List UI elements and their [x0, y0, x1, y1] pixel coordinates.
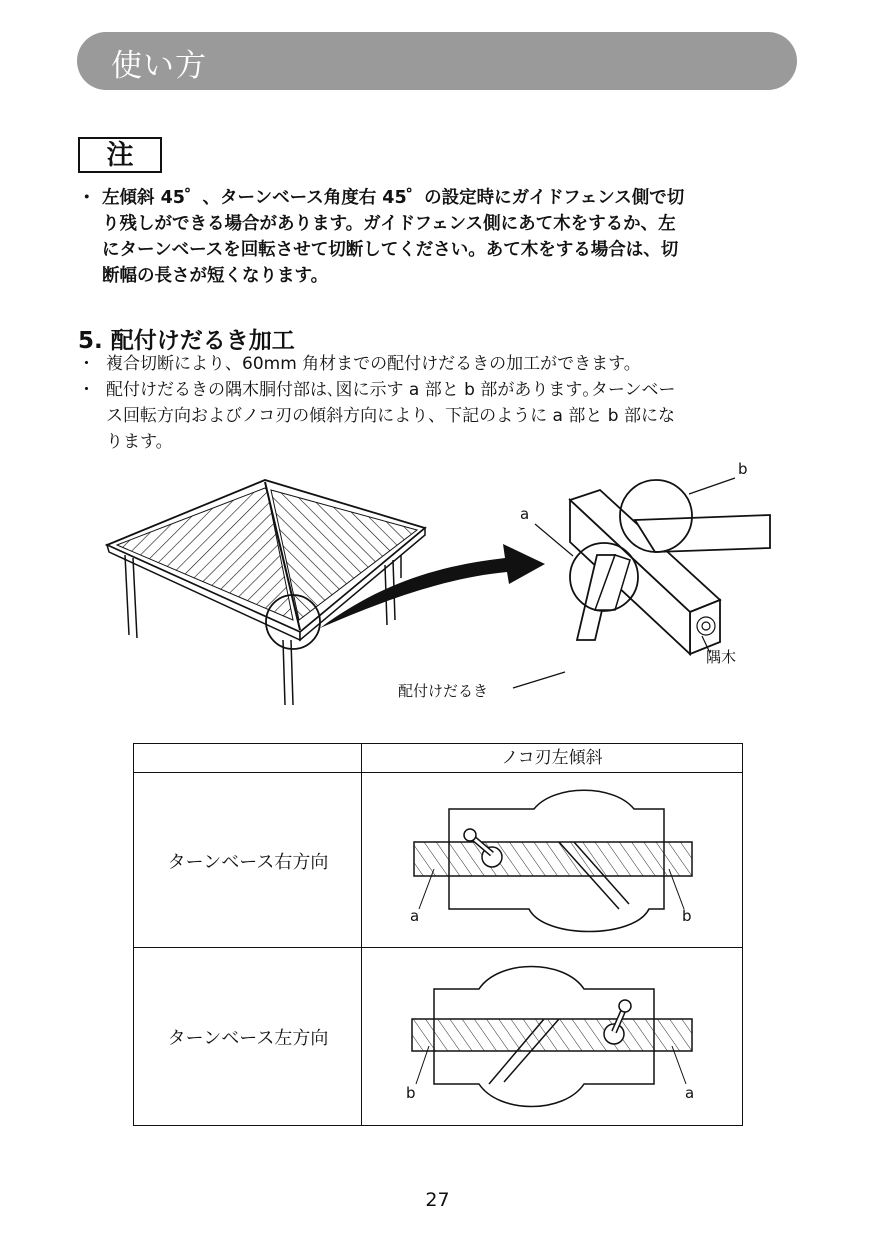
page-title: 使い方: [111, 48, 207, 84]
header-bar: [77, 32, 797, 90]
bullet-line: 配付けだるきの隅木胴付部は､図に示す a 部と b 部があります｡ターンベー: [106, 380, 676, 400]
notice-line: にターンベースを回転させて切断してください。あて木をする場合は、切: [102, 240, 679, 260]
bullet-line: ス回転方向およびノコ刃の傾斜方向により、下記のように a 部と b 部にな: [106, 406, 675, 426]
table-divider: [361, 744, 362, 1125]
section-title: 5. 配付けだるき加工: [78, 328, 295, 354]
row-label-left: ターンベース左方向: [167, 1028, 329, 1049]
notice-line: 左傾斜 45゜、ターンベース角度右 45゜の設定時にガイドフェンス側で切: [102, 188, 685, 208]
section-bullet-1: [78, 351, 798, 379]
rafter-illustration: [95, 460, 795, 715]
bullet-mark: ・: [78, 380, 95, 400]
bullet-text: 複合切断により、60mm 角材までの配付けだるきの加工ができます。: [106, 354, 641, 374]
label-a: a: [520, 505, 530, 523]
page-number: 27: [425, 1189, 450, 1211]
bullet-mark: ・: [78, 354, 95, 374]
table-divider: [134, 947, 742, 948]
notice-line: り残しができる場合があります。ガイドフェンス側にあて木をするか、左: [102, 214, 676, 234]
label-hip-beam: 隅木: [706, 648, 737, 666]
table-header-blank: [134, 744, 362, 772]
notice-line: 断幅の長さが短くなります。: [102, 266, 329, 286]
table-divider: [134, 772, 742, 773]
row2-mark-left: b: [406, 1084, 416, 1102]
row1-mark-left: a: [410, 907, 420, 925]
section-bullet-2: [78, 377, 798, 457]
notice-text: [78, 185, 798, 295]
bullet-mark: ・: [78, 188, 96, 208]
row-label-right: ターンベース右方向: [167, 852, 329, 873]
label-b: b: [738, 460, 748, 478]
row2-mark-right: a: [685, 1084, 695, 1102]
bullet-line: ります。: [106, 432, 173, 452]
label-rafter: 配付けだるき: [398, 682, 489, 700]
saw-direction-table: [133, 743, 743, 1126]
roof-drawing: [107, 480, 425, 705]
table-header: ノコ刃左傾斜: [501, 748, 603, 768]
row1-mark-right: b: [682, 907, 692, 925]
blade-diagram-left: [404, 954, 724, 1114]
blade-diagram-right: [404, 779, 724, 939]
notice-label: 注: [78, 137, 162, 173]
